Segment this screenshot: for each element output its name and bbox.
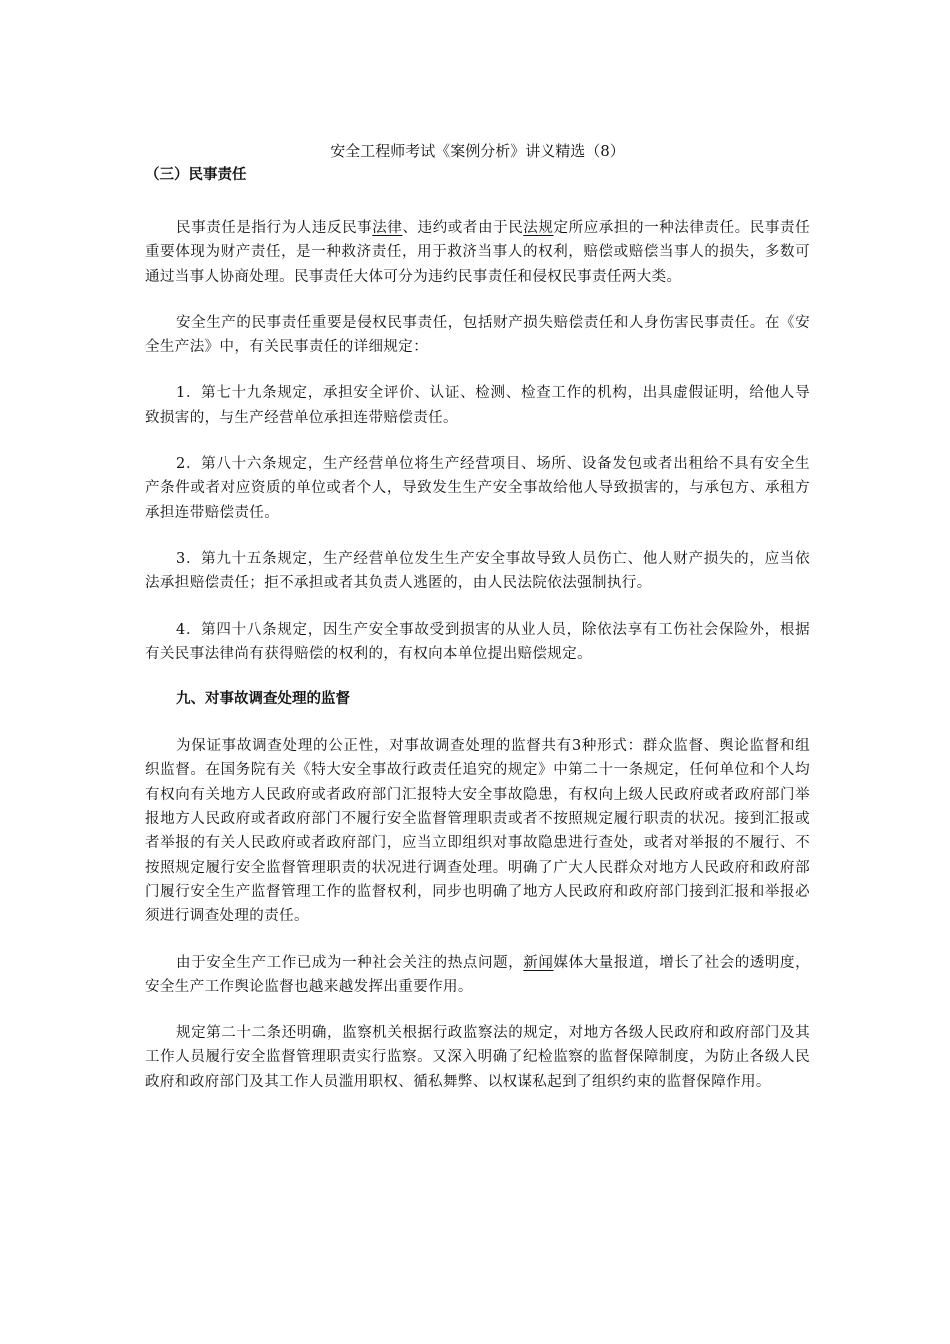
paragraph-safety-civil-liability: 安全生产的民事责任重要是侵权民事责任，包括财产损失赔偿责任和人身伤害民事责任。在《安全生产法》中，有关民事责任的详细规定： [145,314,810,356]
text-run: 媒体大量报道，增长了社会的透明度，安全生产工作舆论监督也越来越发挥出重要作用。 [145,954,810,995]
section-heading-supervision: 九、对事故调查处理的监督 [176,691,350,708]
text-run: 民事责任是指行为人违反民事 [176,220,373,236]
list-item-article-86: 2．第八十六条规定，生产经营单位将生产经营项目、场所、设备发包或者出租给不具有安全生产条件或者对应资质的单位或者个人，导致发生生产安全事故给他人导致损害的，与承包方、承租方承担连带赔偿责任。 [145,456,810,521]
paragraph-supervision-forms: 为保证事故调查处理的公正性，对事故调查处理的监督共有3种形式：群众监督、舆论监督和组织监督。在国务院有关《特大安全事故行政责任追究的规定》中第二十一条规定，任何单位和个人均有权向有关地方人民政府或者政府部门汇报特大安全事故隐患，有权向上级人民政府或者政府部门举报地方人民政府或者政府部门不履行安全监督管理职责或者不按照规定履行职责的状况。接到汇报或者举报的有关人民政府或者政府部门，应当立即组织对事故隐患进行查处，或者对举报的不履行、不按照规定履行安全监督管理职责的状况进行调查处理。明确了广大人民群众对地方人民政府和政府部门履行安全生产监督管理工作的监督权利，同步也明确了地方人民政府和政府部门接到汇报和举报必须进行调查处理的责任。 [145,738,810,925]
paragraph-media-supervision [145,951,810,1000]
text-run: 由于安全生产工作已成为一种社会关注的热点问题， [176,954,524,971]
document-page [145,140,810,1094]
link-regulation[interactable]: 法规 [523,220,554,236]
paragraph-article-22: 规定第二十二条还明确，监察机关根据行政监察法的规定，对地方各级人民政府和政府部门及其工作人员履行安全监督管理职责实行监察。又深入明确了纪检监察的监督保障制度，为防止各级人民政府和政府部门及其工作人员滥用职权、循私舞弊、以权谋私起到了组织约束的监督保障作用。 [145,1025,810,1090]
paragraph-civil-liability-definition [145,216,810,289]
link-news[interactable]: 新闻 [523,954,554,971]
section-heading-civil-liability: （三）民事责任 [145,167,247,183]
text-run: 定所应承担的一种法律责任。民事责任重要体现为财产责任，是一种救济责任，用于救济当事人的权利，赔偿或赔偿当事人的损失，多数可通过当事人协商处理。民事责任大体可分为违约民事责任和侵权民事责任两大类。 [145,220,810,285]
list-item-article-48: 4．第四十八条规定，因生产安全事故受到损害的从业人员，除依法享有工伤社会保险外，根据有关民事法律尚有获得赔偿的权利的，有权向本单位提出赔偿规定。 [145,621,810,662]
text-run: 、违约或者由于民 [402,220,524,236]
link-law[interactable]: 法律 [372,220,403,236]
list-item-article-79: 1．第七十九条规定，承担安全评价、认证、检测、检查工作的机构，出具虚假证明，给他人导致损害的，与生产经营单位承担连带赔偿责任。 [145,385,810,426]
list-item-article-95: 3．第九十五条规定，生产经营单位发生生产安全事故导致人员伤亡、他人财产损失的，应当依法承担赔偿责任；拒不承担或者其负责人逃匿的，由人民法院依法强制执行。 [145,550,810,592]
document-title: 安全工程师考试《案例分析》讲义精选（8） [330,142,625,160]
